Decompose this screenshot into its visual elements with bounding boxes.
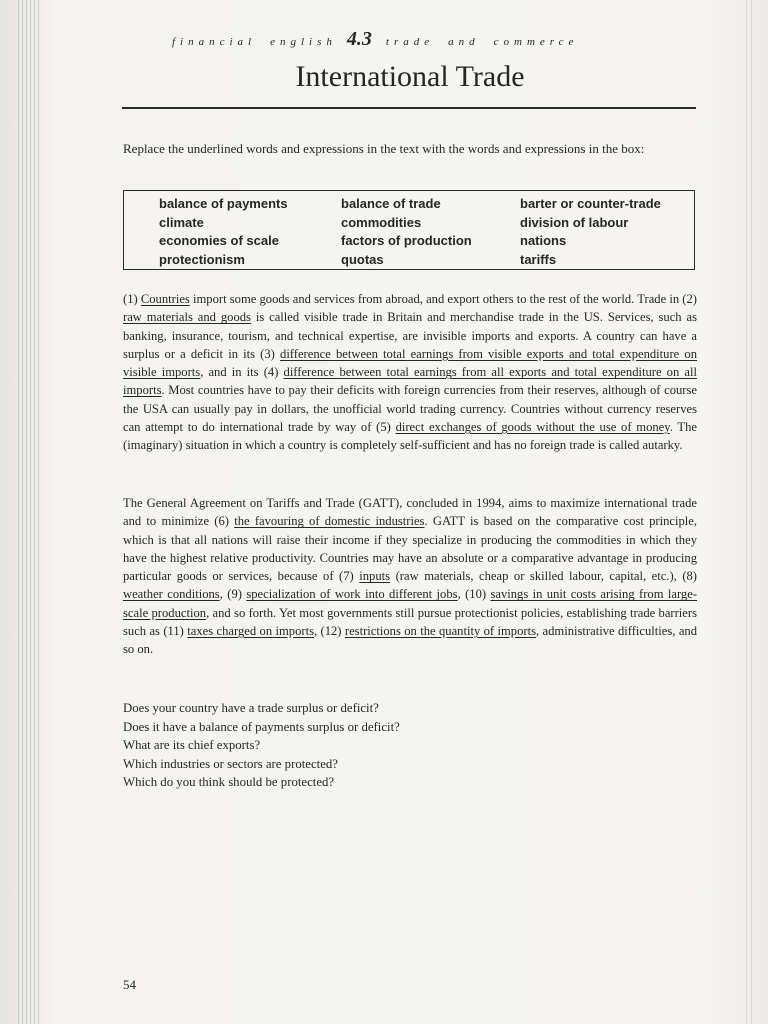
word-box-item: tariffs: [520, 251, 557, 267]
underlined-term-8: weather conditions: [123, 587, 220, 602]
word-box-item: nations: [520, 233, 567, 248]
word-box-item: division of labour: [520, 214, 629, 230]
header-word: english: [270, 36, 337, 48]
underlined-term-4: difference between total earnings from all exports and total expenditure on all imports: [123, 365, 697, 398]
word-box-item: barter or counter-trade: [520, 196, 661, 211]
question: Which do you think should be protected?: [123, 775, 335, 789]
text-run: . The (imaginary) situation in which a country is completely self-sufficient and has no foreign trade is called autarky.: [123, 420, 697, 453]
word-box-item: balance of trade: [341, 196, 441, 211]
text-run: , and so forth. Yet most governments still pursue protectionist policies, establishing trade barriers such as (11): [123, 605, 697, 639]
text-run: , administrative difficulties, and so on.: [123, 624, 697, 657]
text-run: The General Agreement on Tariffs and Trade (GATT), concluded in 1994, aims to maximize international trade and to minimize (6): [123, 496, 697, 529]
page-number: 54: [123, 977, 136, 992]
underlined-term-6: the favouring of domestic industries: [234, 514, 425, 529]
underlined-term-10: savings in unit costs arising from large-scale production: [123, 587, 698, 620]
word-box-item: economies of scale: [159, 233, 279, 248]
underlined-term-5: direct exchanges of goods without the use of money: [395, 420, 670, 435]
word-box-column: [520, 195, 661, 269]
question: Does it have a balance of payments surplus or deficit?: [123, 719, 400, 734]
word-box-column: [159, 195, 288, 269]
word-box-item: quotas: [341, 251, 384, 267]
header-word: trade: [385, 36, 435, 48]
text-run: , (12): [313, 624, 345, 639]
underlined-term-3: difference between total earnings from visible exports and total expenditure on visible imports: [123, 346, 697, 380]
running-header: [172, 28, 652, 54]
underlined-term-9: specialization of work into different jobs: [246, 587, 458, 602]
text-run: (1): [123, 292, 141, 306]
word-box: [123, 190, 695, 270]
underlined-term-11: taxes charged on imports: [187, 624, 314, 639]
question: What are its chief exports?: [123, 738, 261, 752]
underlined-term-7: inputs: [359, 569, 391, 584]
word-box-item: climate: [159, 214, 204, 230]
question: Which industries or sectors are protected?: [123, 756, 338, 771]
text-run: is called visible trade in Britain and merchandise trade in the US. Services, such as banking, insurance, tourism, and technical expertise, are invisible imports and exports. A country can have a surplus or a deficit in its (3): [123, 310, 697, 361]
text-run: (raw materials, cheap or skilled labour, capital, etc.), (8): [390, 569, 698, 584]
paragraph-1: [123, 290, 697, 455]
binding-shadow-left: [18, 0, 40, 1024]
text-run: . Most countries have to pay their deficits with foreign currencies from their reserves, although of course the USA can usually pay in dollars, the unofficial world trading currency. Countries without currency reserves can attempt to do international trade by way of (5): [123, 383, 697, 435]
title-rule: [122, 107, 696, 109]
text-run: import some goods and services from abroad, and export others to the rest of the world. Trade in (2): [189, 292, 697, 306]
word-box-item: balance of payments: [159, 196, 288, 211]
text-run: , (9): [219, 587, 247, 602]
underlined-term-2: raw materials and goods: [123, 310, 251, 325]
word-box-item: commodities: [341, 214, 422, 230]
text-run: . GATT is based on the comparative cost principle, which is that all nations will raise their income if they specialize in producing the commodities in which they have the highest relative productivity. Countries may have an absolute or a comparative advantage in producing particular goods or services, because of (7): [123, 514, 697, 584]
header-word: and: [448, 36, 480, 48]
word-box-item: protectionism: [159, 251, 245, 267]
text-run: , and in its (4): [200, 365, 284, 380]
word-box-column: [341, 195, 472, 269]
text-run: , (10): [457, 587, 491, 602]
underlined-term-1: Countries: [140, 292, 190, 306]
paragraph-2: [123, 494, 697, 659]
header-word: commerce: [493, 36, 579, 48]
instructions: Replace the underlined words and expressions in the text with the words and expressions in the box:: [123, 141, 645, 156]
discussion-questions: [123, 699, 697, 792]
question: Does your country have a trade surplus or deficit?: [123, 701, 379, 715]
unit-number: 4.3: [346, 28, 372, 50]
word-box-item: factors of production: [341, 233, 472, 248]
page-title: International Trade: [295, 60, 525, 93]
underlined-term-12: restrictions on the quantity of imports: [344, 624, 536, 639]
page-edge-right: [746, 0, 756, 1024]
header-word: financial: [172, 36, 257, 48]
